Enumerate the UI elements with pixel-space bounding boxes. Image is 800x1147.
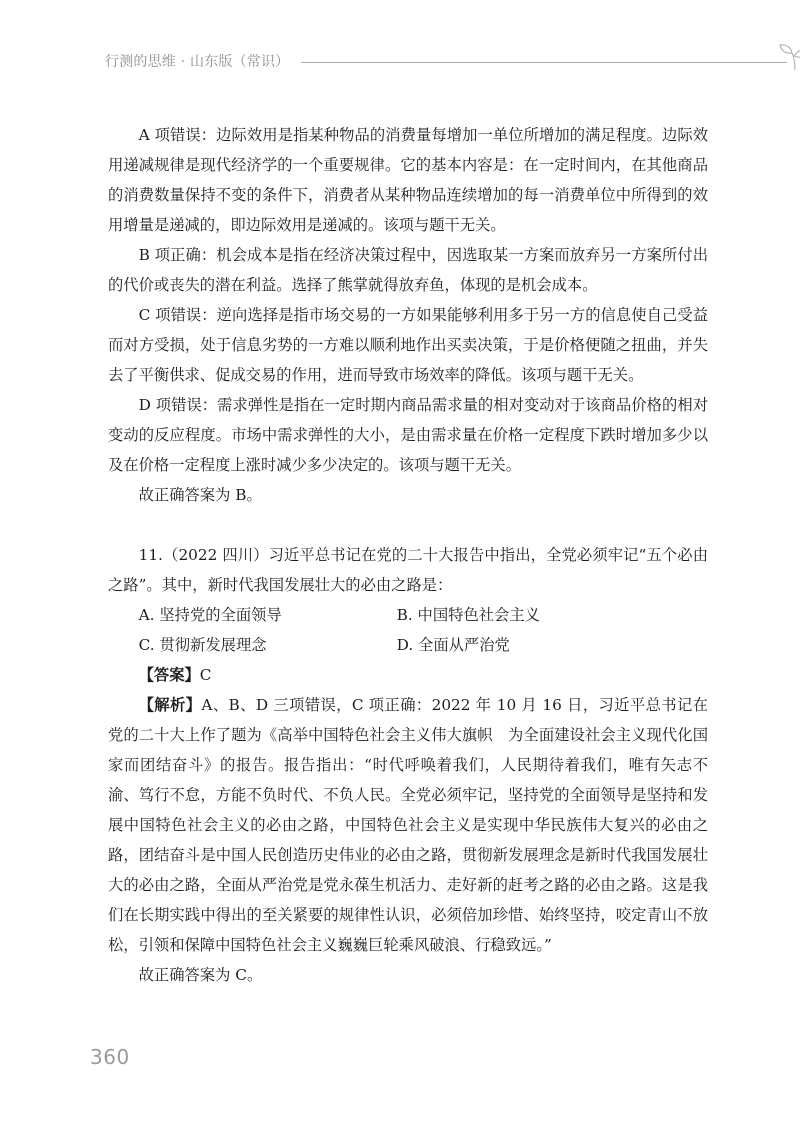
page-body	[108, 120, 708, 990]
header-rule	[301, 62, 787, 63]
paragraph: B 项正确：机会成本是指在经济决策过程中，因选取某一方案而放弃另一方案所付出的代价或丧失的潜在利益。选择了熊掌就得放弃鱼，体现的是机会成本。	[108, 246, 708, 294]
section-tag: 【解析】	[138, 696, 202, 714]
paragraph: D 项错误：需求弹性是指在一定时期内商品需求量的相对变动对于该商品价格的相对变动的反应程度。市场中需求弹性的大小，是由需求量在价格一定程度下跌时增加多少以及在价格一定程度上涨时减少多少决定的。该项与题干无关。	[108, 396, 708, 474]
answer-option: A. 坚持党的全面领导	[138, 606, 282, 624]
section-text: A、B、D 三项错误，C 项正确：2022 年 10 月 16 日，习近平总书记在党的二十大上作了题为《高举中国特色社会主义伟大旗帜 为全面建设社会主义现代化国家而团结奋斗》的报告。报告指出：“时代呼唤着我们，人民期待着我们，唯有矢志不渝、笃行不怠，方能不负时代、不负人民。全党必须牢记，坚持党的全面领导是坚持和发展中国特色社会主义的必由之路，中国特色社会主义是实现中华民族伟大复兴的必由之路，团结奋斗是中国人民创造历史伟业的必由之路，贯彻新发展理念是新时代我国发展壮大的必由之路，全面从严治党是党永葆生机活力、走好新的赶考之路的必由之路。这是我们在长期实践中得出的至关紧要的规律性认识，必须倍加珍惜、始终坚持，咬定青山不放松，引领和保障中国特色社会主义巍巍巨轮乘风破浪、行稳致远。”	[108, 696, 708, 954]
paragraph: 故正确答案为 C。	[138, 966, 263, 984]
header-title: 行测的思维 · 山东版（常识）	[105, 54, 290, 70]
answer-option: C. 贯彻新发展理念	[138, 636, 267, 654]
paragraph: 故正确答案为 B。	[138, 486, 262, 504]
section-gap	[108, 510, 708, 540]
paragraph: A 项错误：边际效用是指某种物品的消费量每增加一单位所增加的满足程度。边际效用递减规律是现代经济学的一个重要规律。它的基本内容是：在一定时间内，在其他商品的消费数量保持不变的条件下，消费者从某种物品连续增加的每一消费单位中所得到的效用增量是递减的，即边际效用是递减的。该项与题干无关。	[108, 126, 708, 234]
section-tag: 【答案】	[138, 666, 200, 684]
answer-options	[108, 600, 708, 660]
answer-option: B. 中国特色社会主义	[396, 606, 540, 624]
sprout-leaf-icon	[777, 42, 800, 72]
answer-paragraph	[108, 660, 708, 690]
running-header	[105, 48, 725, 74]
paragraph: 11.（2022 四川）习近平总书记在党的二十大报告中指出，全党必须牢记“五个必由之路”。其中，新时代我国发展壮大的必由之路是：	[108, 546, 708, 594]
answer-option: D. 全面从严治党	[396, 636, 510, 654]
section-text: C	[199, 666, 212, 684]
page-number: 360	[90, 1045, 130, 1069]
paragraph: C 项错误：逆向选择是指市场交易的一方如果能够利用多于另一方的信息使自己受益而对方受损，处于信息劣势的一方难以顺利地作出买卖决策，于是价格便随之扭曲，并失去了平衡供求、促成交易的作用，进而导致市场效率的降低。该项与题干无关。	[108, 306, 708, 384]
analysis-paragraph	[108, 690, 708, 960]
